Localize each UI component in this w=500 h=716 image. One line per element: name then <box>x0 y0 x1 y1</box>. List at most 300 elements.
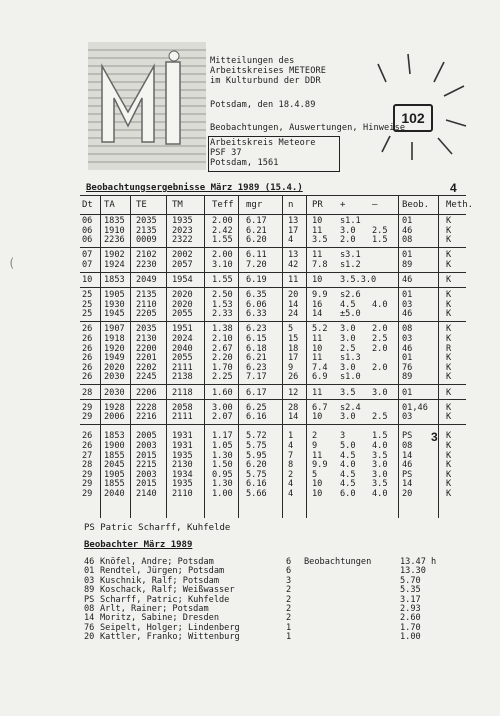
table-cell: 2040 <box>104 488 125 499</box>
table-cell: 1853 <box>104 431 125 442</box>
table-cell: 3.0 <box>340 362 356 373</box>
table-cell: 2.0 <box>372 343 388 354</box>
table-cell: 24 <box>288 309 299 320</box>
table-cell: 01,46 <box>402 402 428 413</box>
table-cell: 3.10 <box>212 259 233 270</box>
table-cell: 2057 <box>172 259 193 270</box>
observer-cell: Scharff, Patric; Kuhfelde <box>100 594 230 605</box>
table-cell: 2201 <box>136 353 157 364</box>
table-cell: 1.30 <box>212 450 233 461</box>
table-cell: 1931 <box>172 431 193 442</box>
table-cell: 20 <box>402 488 413 499</box>
observer-cell: 2 <box>286 604 292 614</box>
table-cell: 2.67 <box>212 343 233 354</box>
table-column-rule <box>238 195 239 518</box>
table-cell: s2.4 <box>340 402 361 413</box>
table-cell: 2228 <box>136 402 157 413</box>
table-cell: 1954 <box>172 275 193 285</box>
table-cell: 2216 <box>136 412 157 423</box>
table-cell: 11 <box>312 225 323 236</box>
observer-cell: Beobachtungen <box>304 557 372 567</box>
table-cell: 76 <box>402 362 413 373</box>
table-cell: 6.23 <box>246 362 267 373</box>
table-cell: 7.20 <box>246 259 267 270</box>
table-cell: 4.0 <box>372 299 388 310</box>
table-cell: 01 <box>402 353 413 364</box>
table-cell: 6.17 <box>246 387 267 398</box>
table-title: Beobachtungsergebnisse März 1989 (15.4.) <box>86 183 303 193</box>
table-cell: 01 <box>402 216 413 226</box>
table-cell: 16 <box>312 299 323 310</box>
table-cell: 2006 <box>104 412 125 423</box>
table-cell: 2111 <box>172 362 193 373</box>
observer-cell: Rendtel, Jürgen; Potsdam <box>100 566 225 577</box>
table-cell: K <box>446 216 452 226</box>
table-cell: K <box>446 309 452 320</box>
table-cell: 7.8 <box>312 259 328 270</box>
table-column-rule <box>100 195 101 518</box>
table-cell: 9 <box>288 362 294 373</box>
table-cell: 3.0 <box>340 334 356 344</box>
table-cell: s1.2 <box>340 259 361 270</box>
address-line-3: Potsdam, 1561 <box>210 158 279 168</box>
column-header: TA <box>104 200 115 210</box>
table-cell: 2020 <box>172 299 193 310</box>
table-cell: 26 <box>82 353 93 364</box>
observer-cell: 2 <box>286 594 292 605</box>
header-line-3: im Kulturbund der DDR <box>210 76 321 86</box>
pr-note: PS Patric Scharff, Kuhfelde <box>84 523 231 533</box>
table-cell: 4.5 <box>340 299 356 310</box>
table-cell: 20 <box>288 290 299 301</box>
table-cell: 46 <box>402 225 413 236</box>
observer-cell: 20 <box>84 632 95 643</box>
table-cell: 2200 <box>136 343 157 354</box>
table-rule <box>80 272 466 273</box>
table-cell: K <box>446 488 452 499</box>
table-cell: 6.21 <box>246 225 267 236</box>
table-cell: 2206 <box>136 387 157 398</box>
table-cell: 2102 <box>136 250 157 261</box>
table-cell: 11 <box>312 334 323 344</box>
observer-cell: Koschack, Ralf; Weißwasser <box>100 585 235 596</box>
table-cell: 10 <box>312 479 323 490</box>
table-cell: 1835 <box>104 216 125 226</box>
table-cell: 14 <box>312 309 323 320</box>
table-cell: K <box>446 235 452 246</box>
table-cell: 03 <box>402 412 413 423</box>
table-cell: 42 <box>288 259 299 270</box>
table-cell: 29 <box>82 469 93 480</box>
table-cell: 14 <box>402 450 413 461</box>
table-cell: 1.5 <box>372 235 388 246</box>
table-cell: 4.5 <box>340 479 356 490</box>
column-header: mgr <box>246 200 263 210</box>
table-cell: 6.20 <box>246 460 267 471</box>
table-cell: 07 <box>82 259 93 270</box>
table-cell: 2130 <box>136 334 157 344</box>
table-cell: 27 <box>82 450 93 461</box>
table-column-rule <box>130 195 131 518</box>
observer-cell: 1 <box>286 632 292 643</box>
table-cell: 46 <box>402 343 413 354</box>
table-cell: 28 <box>82 460 93 471</box>
table-cell: 1.38 <box>212 324 233 335</box>
table-column-rule <box>166 195 167 518</box>
observer-cell: 01 <box>84 566 95 577</box>
table-cell: 2135 <box>136 290 157 301</box>
table-cell: 2024 <box>172 334 193 344</box>
column-header: PR <box>312 200 323 210</box>
table-cell: 2023 <box>172 225 193 236</box>
table-cell: 11 <box>312 387 323 398</box>
table-cell: 7 <box>288 450 294 461</box>
table-cell: 2138 <box>172 372 193 383</box>
table-cell: 13 <box>288 216 299 226</box>
table-cell: 6.16 <box>246 412 267 423</box>
table-cell: 6.23 <box>246 324 267 335</box>
column-header: n <box>288 200 294 210</box>
table-cell: 26 <box>82 324 93 335</box>
table-cell: 6.21 <box>246 353 267 364</box>
table-cell: 2030 <box>104 372 125 383</box>
table-cell: 1.17 <box>212 431 233 442</box>
observer-cell: Seipelt, Holger; Lindenberg <box>100 622 240 633</box>
table-cell: 28 <box>288 402 299 413</box>
observer-cell: 5.70 <box>400 575 421 586</box>
table-cell: 46 <box>402 309 413 320</box>
table-cell: K <box>446 460 452 471</box>
table-cell: 2.5 <box>372 334 388 344</box>
table-cell: 2035 <box>136 324 157 335</box>
table-cell: K <box>446 225 452 236</box>
table-cell: K <box>446 290 452 301</box>
address-line-2: PSF 37 <box>210 148 242 158</box>
table-rule <box>80 195 466 196</box>
table-cell: 2230 <box>136 259 157 270</box>
table-cell: 3.0 <box>340 412 356 423</box>
table-cell: 1902 <box>104 250 125 261</box>
table-cell: 29 <box>82 402 93 413</box>
table-cell: 2.00 <box>212 250 233 261</box>
table-cell: 26 <box>82 362 93 373</box>
observer-cell: 13.30 <box>400 566 426 577</box>
table-cell: 2 <box>288 469 294 480</box>
table-cell: 9.9 <box>312 290 328 301</box>
table-cell: 5.95 <box>246 450 267 461</box>
table-cell: 29 <box>82 479 93 490</box>
table-cell: s3.1 <box>340 250 361 261</box>
table-cell: 26 <box>82 431 93 442</box>
table-cell: 08 <box>402 235 413 246</box>
table-cell: 10 <box>312 275 323 285</box>
table-cell: 25 <box>82 290 93 301</box>
table-cell: 10 <box>82 275 93 285</box>
table-cell: 2020 <box>172 290 193 301</box>
table-cell: 1905 <box>104 290 125 301</box>
table-cell: 10 <box>312 343 323 354</box>
table-cell: 1910 <box>104 225 125 236</box>
table-cell: 1.60 <box>212 387 233 398</box>
table-cell: 5 <box>288 324 294 335</box>
table-cell: 2015 <box>136 479 157 490</box>
column-header: Meth. <box>446 200 474 210</box>
table-cell: 1.53 <box>212 299 233 310</box>
table-cell: s2.6 <box>340 290 361 301</box>
observer-cell: 1.00 <box>400 632 421 643</box>
table-cell: 3.5 <box>312 235 328 246</box>
table-cell: 3 <box>340 431 346 442</box>
table-cell: K <box>446 259 452 270</box>
page-marker: 4 <box>450 181 457 195</box>
table-cell: K <box>446 362 452 373</box>
table-cell: 2 <box>312 431 318 442</box>
table-cell: 6.17 <box>246 216 267 226</box>
table-rule <box>80 321 466 322</box>
table-cell: 2.5 <box>372 412 388 423</box>
table-cell: 46 <box>402 460 413 471</box>
table-cell: 2.5 <box>340 343 356 354</box>
table-cell: 2005 <box>136 431 157 442</box>
table-cell: 2110 <box>136 299 157 310</box>
observer-cell: 2 <box>286 613 292 624</box>
table-cell: 6.9 <box>312 372 328 383</box>
table-cell: 2.5 <box>372 225 388 236</box>
table-cell: 6.35 <box>246 290 267 301</box>
table-cell: 6.16 <box>246 479 267 490</box>
observer-cell: 13.47 h <box>400 557 437 567</box>
observer-cell: Kattler, Franko; Wittenburg <box>100 632 240 643</box>
table-cell: 1930 <box>104 299 125 310</box>
observer-cell: 89 <box>84 585 95 596</box>
table-cell: K <box>446 387 452 398</box>
table-cell: 1907 <box>104 324 125 335</box>
table-cell: 1855 <box>104 479 125 490</box>
table-cell: 1931 <box>172 440 193 451</box>
table-cell: 11 <box>312 450 323 461</box>
table-cell: K <box>446 275 452 285</box>
table-cell: K <box>446 440 452 451</box>
table-cell: 06 <box>82 225 93 236</box>
table-cell: 2.10 <box>212 334 233 344</box>
table-rule <box>80 384 466 385</box>
table-cell: 3.5 <box>372 479 388 490</box>
table-rule <box>80 287 466 288</box>
observer-cell: Knöfel, Andre; Potsdam <box>100 557 214 567</box>
table-cell: 10 <box>312 412 323 423</box>
table-cell: 2130 <box>172 460 193 471</box>
table-cell: 2049 <box>136 275 157 285</box>
issue-number: 102 <box>393 104 433 132</box>
table-cell: K <box>446 250 452 261</box>
table-cell: 2245 <box>136 372 157 383</box>
table-cell: 1905 <box>104 469 125 480</box>
table-column-rule <box>282 195 283 518</box>
table-cell: 26 <box>82 372 93 383</box>
table-cell: 4.0 <box>372 440 388 451</box>
table-cell: K <box>446 450 452 461</box>
table-cell: 5.66 <box>246 488 267 499</box>
table-cell: 9 <box>312 440 318 451</box>
table-cell: 1.55 <box>212 275 233 285</box>
table-cell: 1924 <box>104 259 125 270</box>
table-cell: 29 <box>82 488 93 499</box>
table-cell: 2135 <box>136 225 157 236</box>
table-cell: 4.5 <box>340 450 356 461</box>
table-cell: K <box>446 469 452 480</box>
table-cell: 2.50 <box>212 290 233 301</box>
table-cell: 46 <box>402 275 413 285</box>
table-cell: 5.75 <box>246 440 267 451</box>
table-cell: 25 <box>82 299 93 310</box>
margin-mark: ( <box>8 256 16 270</box>
table-cell: 1900 <box>104 440 125 451</box>
table-cell: 2040 <box>172 343 193 354</box>
table-cell: 2140 <box>136 488 157 499</box>
observer-cell: 08 <box>84 604 95 614</box>
table-cell: 8 <box>288 460 294 471</box>
table-cell: 18 <box>288 343 299 354</box>
table-cell: 14 <box>288 299 299 310</box>
table-cell: 26 <box>82 343 93 354</box>
observer-cell: 6 <box>286 566 292 577</box>
table-cell: s1.0 <box>340 372 361 383</box>
observer-cell: 76 <box>84 622 95 633</box>
topics-line: Beobachtungen, Auswertungen, Hinweise <box>210 123 406 133</box>
column-header: TE <box>136 200 147 210</box>
observer-cell: 5.35 <box>400 585 421 596</box>
table-cell: PS <box>402 469 413 480</box>
table-cell: K <box>446 334 452 344</box>
table-cell: R <box>446 343 452 354</box>
observer-cell: Moritz, Sabine; Dresden <box>100 613 219 624</box>
column-header: Beob. <box>402 200 430 210</box>
table-cell: 1935 <box>172 479 193 490</box>
table-column-rule <box>398 195 399 518</box>
table-cell: 1855 <box>104 450 125 461</box>
table-cell: 1951 <box>172 324 193 335</box>
observer-cell: 14 <box>84 613 95 624</box>
table-cell: 2055 <box>172 309 193 320</box>
table-cell: 06 <box>82 235 93 246</box>
table-cell: 4.5 <box>340 469 356 480</box>
table-cell: 2205 <box>136 309 157 320</box>
table-cell: 4 <box>288 235 294 246</box>
table-cell: 01 <box>402 387 413 398</box>
table-cell: 01 <box>402 290 413 301</box>
table-cell: 2.25 <box>212 372 233 383</box>
table-cell: 3.5 <box>340 387 356 398</box>
table-cell: 6.11 <box>246 250 267 261</box>
table-cell: 5 <box>312 469 318 480</box>
table-cell: 11 <box>288 275 299 285</box>
table-cell: 89 <box>402 372 413 383</box>
table-cell: 2118 <box>172 387 193 398</box>
table-cell: 2015 <box>136 450 157 461</box>
table-cell: K <box>446 324 452 335</box>
table-cell: 2055 <box>172 353 193 364</box>
table-cell: 6.06 <box>246 299 267 310</box>
table-cell: 06 <box>82 216 93 226</box>
column-header: + <box>340 200 346 210</box>
table-cell: 2215 <box>136 460 157 471</box>
table-cell: 01 <box>402 250 413 261</box>
table-cell: 11 <box>312 353 323 364</box>
table-cell: 6.0 <box>340 488 356 499</box>
table-cell: 7.17 <box>246 372 267 383</box>
table-cell: 4 <box>288 440 294 451</box>
table-cell: 6.33 <box>246 309 267 320</box>
table-cell: 1853 <box>104 275 125 285</box>
table-cell: 9.9 <box>312 460 328 471</box>
table-column-rule <box>306 195 307 518</box>
column-header: Teff <box>212 200 234 210</box>
table-cell: 3.00 <box>212 402 233 413</box>
table-cell: 2202 <box>136 362 157 373</box>
table-cell: K <box>446 402 452 413</box>
table-cell: 12 <box>288 387 299 398</box>
table-cell: 2030 <box>104 387 125 398</box>
table-cell: 26 <box>288 372 299 383</box>
table-cell: 14 <box>402 479 413 490</box>
table-cell: 6.25 <box>246 402 267 413</box>
column-header: Dt <box>82 200 93 210</box>
table-rule <box>80 214 466 215</box>
table-cell: 0009 <box>136 235 157 246</box>
table-cell: 15 <box>288 334 299 344</box>
table-cell: 6.18 <box>246 343 267 354</box>
observer-cell: Arlt, Rainer; Potsdam <box>100 604 209 614</box>
table-cell: 1.30 <box>212 479 233 490</box>
observer-cell: 03 <box>84 575 95 586</box>
table-cell: 2236 <box>104 235 125 246</box>
table-cell: 2.0 <box>372 324 388 335</box>
table-cell: 29 <box>82 412 93 423</box>
table-cell: 3.5.3.0 <box>340 275 377 285</box>
address-line-1: Arbeitskreis Meteore <box>210 138 316 148</box>
table-cell: 03 <box>402 334 413 344</box>
meteore-logo <box>88 42 206 170</box>
table-cell: 2058 <box>172 402 193 413</box>
observer-cell: 1.70 <box>400 622 421 633</box>
table-cell: 1.5 <box>372 431 388 442</box>
table-cell: 3.0 <box>340 324 356 335</box>
table-cell: PS <box>402 431 413 442</box>
table-cell: 2.42 <box>212 225 233 236</box>
table-cell: 3.0 <box>372 387 388 398</box>
table-column-rule <box>438 195 439 518</box>
observers-title: Beobachter März 1989 <box>84 540 193 550</box>
table-cell: 6.20 <box>246 235 267 246</box>
observer-cell: PS <box>84 594 95 605</box>
table-cell: 26 <box>82 440 93 451</box>
table-cell: 3.5 <box>372 450 388 461</box>
table-rule <box>80 247 466 248</box>
table-cell: 17 <box>288 353 299 364</box>
table-cell: 1949 <box>104 353 125 364</box>
table-cell: 08 <box>402 324 413 335</box>
table-cell: K <box>446 372 452 383</box>
table-cell: 1.50 <box>212 460 233 471</box>
table-cell: 13 <box>288 250 299 261</box>
column-header: – <box>372 200 378 210</box>
table-cell: 3.0 <box>372 460 388 471</box>
table-cell: K <box>446 431 452 442</box>
table-cell: K <box>446 299 452 310</box>
table-cell: 2.33 <box>212 309 233 320</box>
header-line-2: Arbeitskreises METEORE <box>210 66 327 76</box>
table-cell: 10 <box>312 216 323 226</box>
